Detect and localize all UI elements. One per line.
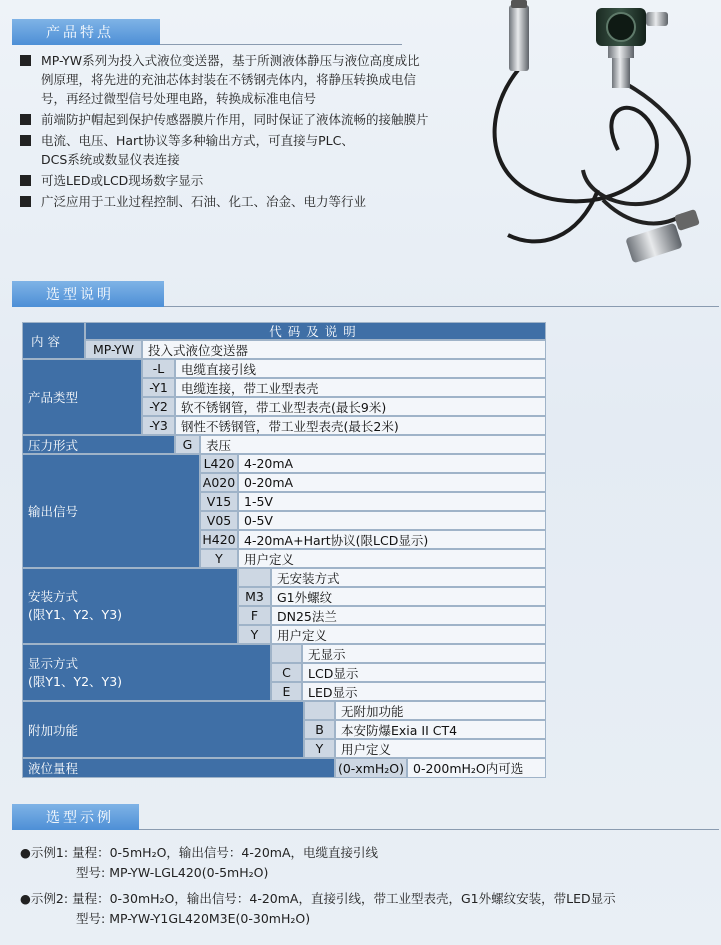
divider	[164, 306, 719, 307]
table-row: C	[271, 663, 302, 682]
table-row: 电缆直接引线	[175, 359, 546, 378]
dot-bullet-icon: ●	[20, 845, 31, 860]
table-row: F	[238, 606, 271, 625]
table-row: (0-xmH₂O)	[335, 758, 407, 778]
table-row: Y	[200, 549, 238, 568]
table-row: 表压	[200, 435, 546, 454]
list-item: MP-YW系列为投入式液位变送器，基于所测液体静压与液位高度成比	[20, 51, 470, 70]
square-bullet-icon	[20, 196, 31, 207]
output-label: 输出信号	[22, 454, 200, 568]
code-header: 代码及说明	[85, 322, 546, 340]
section-title-selection: 选型说明	[12, 281, 164, 307]
pressure-label: 压力形式	[22, 435, 175, 454]
table-row: B	[304, 720, 335, 739]
table-row: H420	[200, 530, 238, 549]
table-row: 无附加功能	[335, 701, 546, 720]
table-row: 0-5V	[238, 511, 546, 530]
square-bullet-icon	[20, 175, 31, 186]
table-row	[238, 568, 271, 587]
table-row: 钢性不锈钢管，带工业型表壳(最长2米)	[175, 416, 546, 435]
table-row: V05	[200, 511, 238, 530]
divider	[139, 829, 719, 830]
list-item: DCS系统或数显仪表连接	[41, 152, 180, 167]
base-desc: 投入式液位变送器	[142, 340, 546, 359]
table-row: G	[175, 435, 200, 454]
range-label: 液位量程	[22, 758, 335, 778]
content-label: 内 容	[22, 322, 85, 359]
table-row: -L	[142, 359, 175, 378]
product-type-label: 产品类型	[22, 359, 142, 435]
display-label: 显示方式 (限Y1、Y2、Y3)	[22, 644, 271, 701]
list-item: ● 示例1: 量程：0-5mH₂O，输出信号：4-20mA，电缆直接引线	[20, 843, 616, 863]
list-item: ● 示例2: 量程：0-30mH₂O，输出信号：4-20mA，直接引线，带工业型表壳，G1外螺纹安装，带LED显示	[20, 889, 616, 909]
table-row: 4-20mA+Hart协议(限LCD显示)	[238, 530, 546, 549]
list-item: 号，再经过微型信号处理电路，转换成标准电信号	[41, 91, 317, 106]
table-row: 本安防爆Exia II CT4	[335, 720, 546, 739]
feature-list	[20, 51, 470, 211]
table-row: 无显示	[302, 644, 546, 663]
section-title-features: 产品特点	[12, 19, 160, 45]
table-row: L420	[200, 454, 238, 473]
list-item: 前端防护帽起到保护传感器膜片作用，同时保证了液体流畅的接触膜片	[20, 110, 470, 129]
table-row: 0-20mA	[238, 473, 546, 492]
list-item: 可选LED或LCD现场数字显示	[20, 171, 470, 190]
table-row: V15	[200, 492, 238, 511]
table-row: A020	[200, 473, 238, 492]
list-item: 广泛应用于工业过程控制、石油、化工、冶金、电力等行业	[20, 192, 470, 211]
table-row: 用户定义	[271, 625, 546, 644]
dot-bullet-icon: ●	[20, 891, 31, 906]
table-row: DN25法兰	[271, 606, 546, 625]
table-row: G1外螺纹	[271, 587, 546, 606]
square-bullet-icon	[20, 135, 31, 146]
table-row: 4-20mA	[238, 454, 546, 473]
table-row: LED显示	[302, 682, 546, 701]
install-label: 安装方式 (限Y1、Y2、Y3)	[22, 568, 238, 644]
table-row: -Y1	[142, 378, 175, 397]
table-row: -Y3	[142, 416, 175, 435]
list-item: 电流、电压、Hart协议等多种输出方式，可直接与PLC、	[20, 131, 470, 150]
table-row: 软不锈钢管，带工业型表壳(最长9米)	[175, 397, 546, 416]
section-title-examples: 选型示例	[12, 804, 139, 830]
table-row	[271, 644, 302, 663]
square-bullet-icon	[20, 55, 31, 66]
square-bullet-icon	[20, 114, 31, 125]
table-row: 用户定义	[335, 739, 546, 758]
extra-function-label: 附加功能	[22, 701, 304, 758]
divider	[160, 44, 402, 45]
table-row: M3	[238, 587, 271, 606]
table-row: Y	[304, 739, 335, 758]
base-code: MP-YW	[85, 340, 142, 359]
example-list	[20, 843, 616, 929]
table-row: -Y2	[142, 397, 175, 416]
table-row: 无安装方式	[271, 568, 546, 587]
table-row: E	[271, 682, 302, 701]
table-row: Y	[238, 625, 271, 644]
selection-table	[22, 322, 546, 778]
product-photo	[478, 0, 721, 270]
table-row	[304, 701, 335, 720]
table-row: 电缆连接，带工业型表壳	[175, 378, 546, 397]
list-item: 例原理，将先进的充油芯体封装在不锈钢壳体内，将静压转换成电信	[41, 72, 417, 87]
table-row: 1-5V	[238, 492, 546, 511]
list-item: 型号: MP-YW-LGL420(0-5mH₂O)	[76, 865, 269, 880]
table-row: 用户定义	[238, 549, 546, 568]
table-row: 0-200mH₂O内可选	[407, 758, 546, 778]
list-item: 型号: MP-YW-Y1GL420M3E(0-30mH₂O)	[76, 911, 311, 926]
table-row: LCD显示	[302, 663, 546, 682]
